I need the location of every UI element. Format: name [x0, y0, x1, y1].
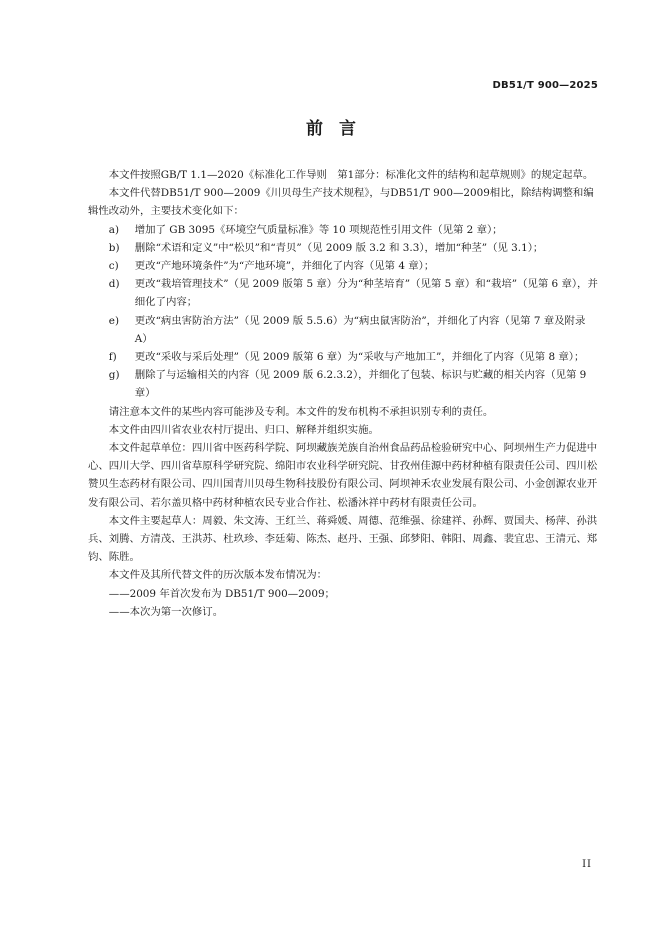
paragraph-replacement-note: 本文件代替DB51/T 900—2009《川贝母生产技术规程》，与DB51/T 900—2009相比，除结构调整和编辑性改动外，主要技术变化如下： — [88, 187, 594, 218]
paragraph-drafting-rule: 本文件按照GB/T 1.1—2020《标准化工作导则 第1部分：标准化文件的结构和起草规则》的规定起草。 — [108, 169, 594, 181]
paragraph-history-intro: 本文件及其所代替文件的历次版本发布情况为： — [108, 569, 327, 582]
list-item — [109, 275, 600, 311]
list-item — [109, 257, 600, 275]
history-item: ——2009 年首次发布为 DB51/T 900—2009； — [108, 587, 335, 600]
page-number: II — [582, 859, 592, 870]
list-item — [109, 348, 600, 366]
document-code: DB51/T 900—2025 — [492, 80, 598, 91]
list-item-text: 更改“栽培管理技术”（见 2009 版第 5 章）分为“种茎培育”（见第 5 章）和“栽培”（见第 6 章），并细化了内容； — [134, 278, 598, 309]
technical-changes-list — [88, 221, 600, 403]
list-item-text: 增加了 GB 3095《环境空气质量标准》等 10 项规范性引用文件（见第 2 章）； — [134, 223, 503, 236]
list-item — [109, 221, 600, 239]
list-marker: a) — [108, 223, 120, 236]
paragraph-drafting-units: 本文件起草单位：四川省中医药科学院、阿坝藏族羌族自治州食品药品检验研究中心、阿坝州生产力促进中心、四川大学、四川省草原科学研究院、绵阳市农业科学研究院、甘孜州佳源中药材种植有限责任公司、四川松赞贝生态药材有限公司、四川国青川贝母生物科技股份有限公司、阿坝神禾农业发展有限公司、小金创源农业开发有限公司、若尔盖贝格中药材种植农民专业合作社、松潘沐祥中药材有限责任公司。 — [88, 442, 598, 509]
page-title: 前言 — [306, 119, 372, 139]
list-item-text: 删除“术语和定义”中“松贝”和“青贝”（见 2009 版 3.2 和 3.3），增加“种茎”（见 3.1）； — [134, 241, 544, 254]
list-marker: g) — [108, 369, 120, 382]
list-item-text: 更改“病虫害防治方法”（见 2009 版 5.5.6）为“病虫鼠害防治”，并细化了内容（见第 7 章及附录 A） — [134, 314, 586, 345]
history-item: ——本次为第一次修订。 — [108, 605, 224, 618]
paragraph-patent-notice: 请注意本文件的某些内容可能涉及专利。本文件的发布机构不承担识别专利的责任。 — [108, 405, 494, 418]
document-body — [88, 166, 600, 621]
list-item-text: 删除了与运输相关的内容（见 2009 版 6.2.3.2），并细化了包装、标识与贮藏的相关内容（见第 9 章） — [134, 369, 587, 400]
list-item — [109, 239, 600, 257]
list-marker: e) — [108, 314, 119, 327]
paragraph-proposer: 本文件由四川省农业农村厅提出、归口、解释并组织实施。 — [108, 423, 379, 436]
list-marker: f) — [108, 351, 117, 364]
list-item — [109, 366, 600, 402]
list-marker: c) — [108, 260, 119, 273]
list-marker: b) — [108, 241, 120, 254]
list-item — [109, 312, 600, 348]
list-item-text: 更改“采收与采后处理”（见 2009 版第 6 章）为“采收与产地加工”，并细化了内容（见第 8 章）； — [134, 351, 585, 364]
list-item-text: 更改“产地环境条件”为“产地环境”，并细化了内容（见第 4 章）； — [134, 260, 435, 273]
list-marker: d) — [108, 278, 120, 291]
paragraph-drafters: 本文件主要起草人：周毅、朱文涛、王红兰、蒋舜媛、周德、范维强、徐建祥、孙辉、贾国夫、杨萍、孙洪兵、刘腾、方清茂、王洪苏、杜玖珍、李廷菊、陈杰、赵丹、王强、邱梦阳、韩阳、周鑫、裴宜忠、王清元、郑钧、陈胜。 — [88, 514, 598, 564]
